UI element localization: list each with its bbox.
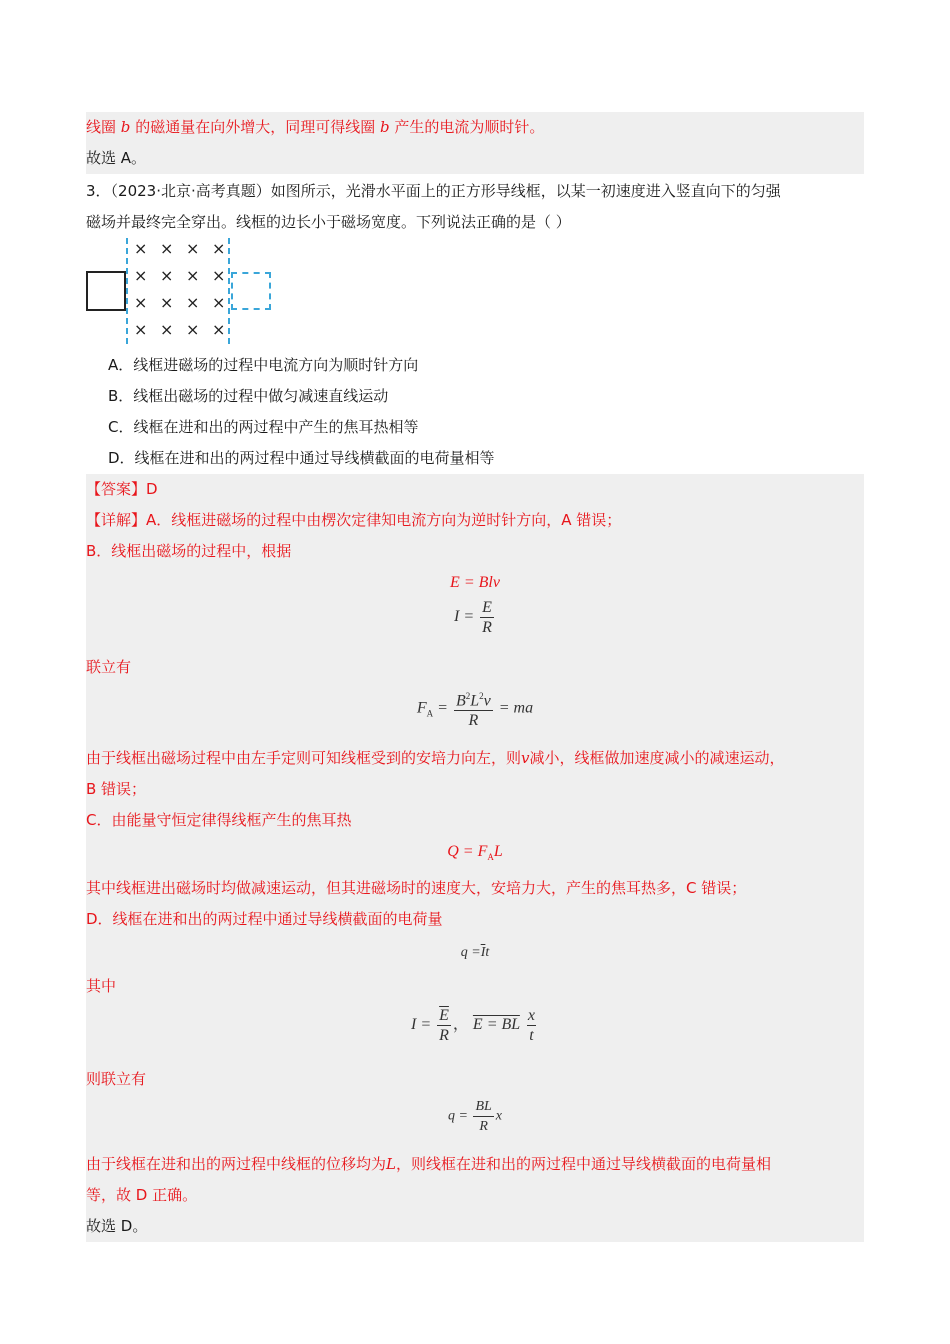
fraction	[454, 687, 493, 730]
formula-rhs: = ma	[498, 699, 534, 717]
symbol: v	[483, 692, 491, 710]
explain-b-intro: B．线框出磁场的过程中，根据	[86, 542, 292, 560]
formula-lhs: q =	[460, 945, 481, 961]
solution-block	[86, 474, 864, 1242]
field-cross-icon: ×	[186, 266, 200, 285]
symbol: t	[485, 945, 490, 961]
formula-emf: E = Blv	[450, 574, 500, 591]
symbol: x	[495, 1108, 502, 1124]
question-text: 如图所示，光滑水平面上的正方形导线框，以某一初速度进入竖直向下的匀强	[270, 182, 781, 200]
text: 减小，线框做加速度减小的减速运动，	[529, 749, 785, 767]
option-c[interactable]: C．线框在进和出的两过程中产生的焦耳热相等	[108, 418, 419, 436]
separator: ，	[452, 1016, 469, 1034]
text: ，则线框在进和出的两过程中通过导线横截面的电荷量相	[395, 1155, 771, 1174]
field-cross-icon: ×	[160, 266, 174, 285]
question-line-2: 磁场并最终完全穿出。线框的边长小于磁场宽度。下列说法正确的是（ ）	[86, 213, 571, 231]
explain-c-text: 其中线框进出磁场时均做减速运动，但其进磁场时的速度大，安培力大，产生的焦耳热多，C 错误；	[86, 879, 747, 898]
explain-c-intro: C．由能量守恒定律得线框产生的焦耳热	[86, 811, 352, 829]
explain-b-text	[86, 743, 864, 774]
variable-v: v	[521, 749, 530, 767]
formula-lhs: q =	[447, 1108, 468, 1124]
explain-d-result: 等，故 D 正确。	[86, 1186, 198, 1205]
variable-b: b	[379, 118, 390, 136]
exponent: 2	[479, 691, 484, 701]
subscript: A	[426, 708, 434, 719]
question-source: （2023·北京·高考真题）	[110, 182, 271, 200]
option-b[interactable]: B．线框出磁场的过程中做匀减速直线运动	[108, 387, 389, 405]
field-cross-icon: ×	[212, 320, 226, 339]
options-list	[86, 350, 864, 474]
average-current: $\overline{I}$	[480, 945, 486, 961]
formula-ampere-force	[86, 683, 864, 743]
variable-l: L	[386, 1155, 396, 1174]
ze-text: 则联立有	[86, 1070, 147, 1089]
formula-lhs: I =	[454, 608, 475, 626]
field-cross-icon: ×	[134, 320, 148, 339]
explain-a-text: A．线框进磁场的过程中由楞次定律知电流方向为逆时针方向，A 错误；	[146, 511, 622, 529]
denominator: R	[468, 712, 479, 730]
symbol: B	[455, 692, 466, 710]
exponent: 2	[465, 691, 471, 701]
answer-label: 【答案】	[86, 480, 147, 498]
numerator	[454, 687, 493, 711]
lianli-text: 联立有	[86, 658, 132, 676]
field-cross-icon: ×	[212, 266, 226, 285]
text: 由于线框出磁场过程中由左手定则可知线框受到的安培力向左，则	[86, 749, 522, 767]
formula-lhs: E = BL	[472, 1016, 520, 1034]
formula-lhs: F	[416, 699, 427, 717]
numerator: BL	[473, 1097, 493, 1117]
field-cross-icon: ×	[212, 239, 226, 258]
answer-value: D	[146, 480, 158, 498]
wire-frame-exit-position	[231, 272, 271, 310]
numerator: E	[482, 599, 492, 616]
equals: =	[437, 699, 448, 717]
option-a[interactable]: A．线框进磁场的过程中电流方向为顺时针方向	[108, 356, 419, 374]
formula-part: Q = F	[447, 843, 488, 860]
question-3	[86, 176, 864, 474]
formula-current	[86, 598, 864, 646]
text: 由于线框在进和出的两过程中线框的位移均为	[86, 1155, 387, 1174]
document-page	[86, 112, 864, 1242]
field-cross-icon: ×	[134, 293, 148, 312]
field-cross-icon: ×	[160, 293, 174, 312]
question-line-1	[86, 176, 864, 207]
denominator: t	[529, 1027, 534, 1045]
denominator: R	[439, 1027, 449, 1045]
previous-solution	[86, 112, 864, 174]
numerator: x	[527, 1007, 535, 1025]
numerator: $\overline{E}$	[439, 1007, 449, 1025]
option-d[interactable]: D．线框在进和出的两过程中通过导线横截面的电荷量相等	[108, 449, 495, 467]
field-cross-icon: ×	[160, 320, 174, 339]
subscript: A	[487, 852, 494, 863]
magnetic-field-crosses	[134, 238, 228, 344]
explain-d-intro: D．线框在进和出的两过程中通过导线横截面的电荷量	[86, 910, 443, 929]
formula-average-values	[86, 1002, 864, 1064]
qizhong-text: 其中	[86, 977, 117, 996]
text: 的磁通量在向外增大，同理可得线圈	[135, 118, 376, 136]
denominator: R	[479, 1119, 488, 1135]
field-left-boundary	[126, 238, 128, 344]
answer-line	[86, 474, 864, 505]
field-cross-icon: ×	[186, 239, 200, 258]
formula-part: L	[493, 843, 503, 860]
field-cross-icon: ×	[186, 320, 200, 339]
variable-b: b	[120, 118, 131, 136]
formula-joule-heat	[86, 836, 864, 873]
field-cross-icon: ×	[212, 293, 226, 312]
explain-b-result: B 错误；	[86, 780, 147, 798]
field-cross-icon: ×	[134, 239, 148, 258]
magnetic-field-figure	[86, 238, 864, 346]
previous-solution-line	[86, 112, 864, 143]
text: 线圈	[86, 118, 117, 136]
wire-frame-square	[86, 271, 126, 311]
denominator: R	[482, 619, 492, 636]
formula-charge	[86, 935, 864, 971]
fraction	[526, 1006, 537, 1045]
explain-d-text	[86, 1149, 864, 1180]
fraction	[437, 1006, 451, 1045]
symbol: L	[470, 692, 480, 710]
field-cross-icon: ×	[160, 239, 174, 258]
question-number: 3．	[86, 182, 111, 200]
explain-label: 【详解】	[86, 511, 147, 529]
field-cross-icon: ×	[186, 293, 200, 312]
formula-lhs: I =	[411, 1016, 432, 1034]
field-right-boundary	[228, 238, 230, 344]
formula-charge-result	[86, 1095, 864, 1149]
field-cross-icon: ×	[134, 266, 148, 285]
text: 产生的电流为顺时针。	[394, 118, 545, 136]
fraction	[480, 598, 494, 637]
fraction	[473, 1097, 493, 1136]
final-conclusion: 故选 D。	[86, 1217, 148, 1236]
explain-a	[86, 505, 864, 536]
previous-conclusion: 故选 A。	[86, 149, 147, 167]
